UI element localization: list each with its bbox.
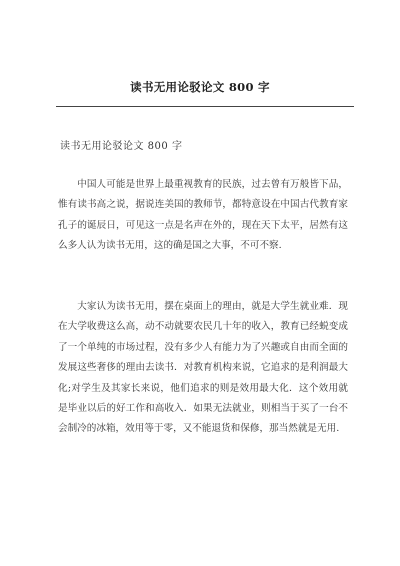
paragraph-2: 大家认为读书无用，摆在桌面上的理由，就是大学生就业难．现在大学收费这么高，动不动就要农民几十年的收入，教育已经蜕变成了一个单纯的市场过程，没有多少人有能力为了兴趣或自由而全面的发展这些奢侈的理由去读书．对教育机构来说，它追求的是利润最大化;对学生及其家长来说，他们追求的则是效用最大化．这个效用就是毕业以后的好工作和高收入．如果无法就业，则相当于买了一台不会制冷的冰箱，效用等于零，又不能退货和保修，那当然就是无用. [58,301,348,435]
title-divider [56,106,354,107]
document-title: 读书无用论驳论文 800 字 [130,80,270,94]
document-subtitle: 读书无用论驳论文 800 字 [60,141,183,152]
paragraph-1: 中国人可能是世界上最重视教育的民族，过去曾有万般皆下品，惟有读书高之说，据说连美国的教师节，都特意设在中国古代教育家孔子的诞辰日，可见这一点是名声在外的，现在天下太平，居然有这么多人认为读书无用，这的确是国之大事，不可不察. [58,179,348,252]
